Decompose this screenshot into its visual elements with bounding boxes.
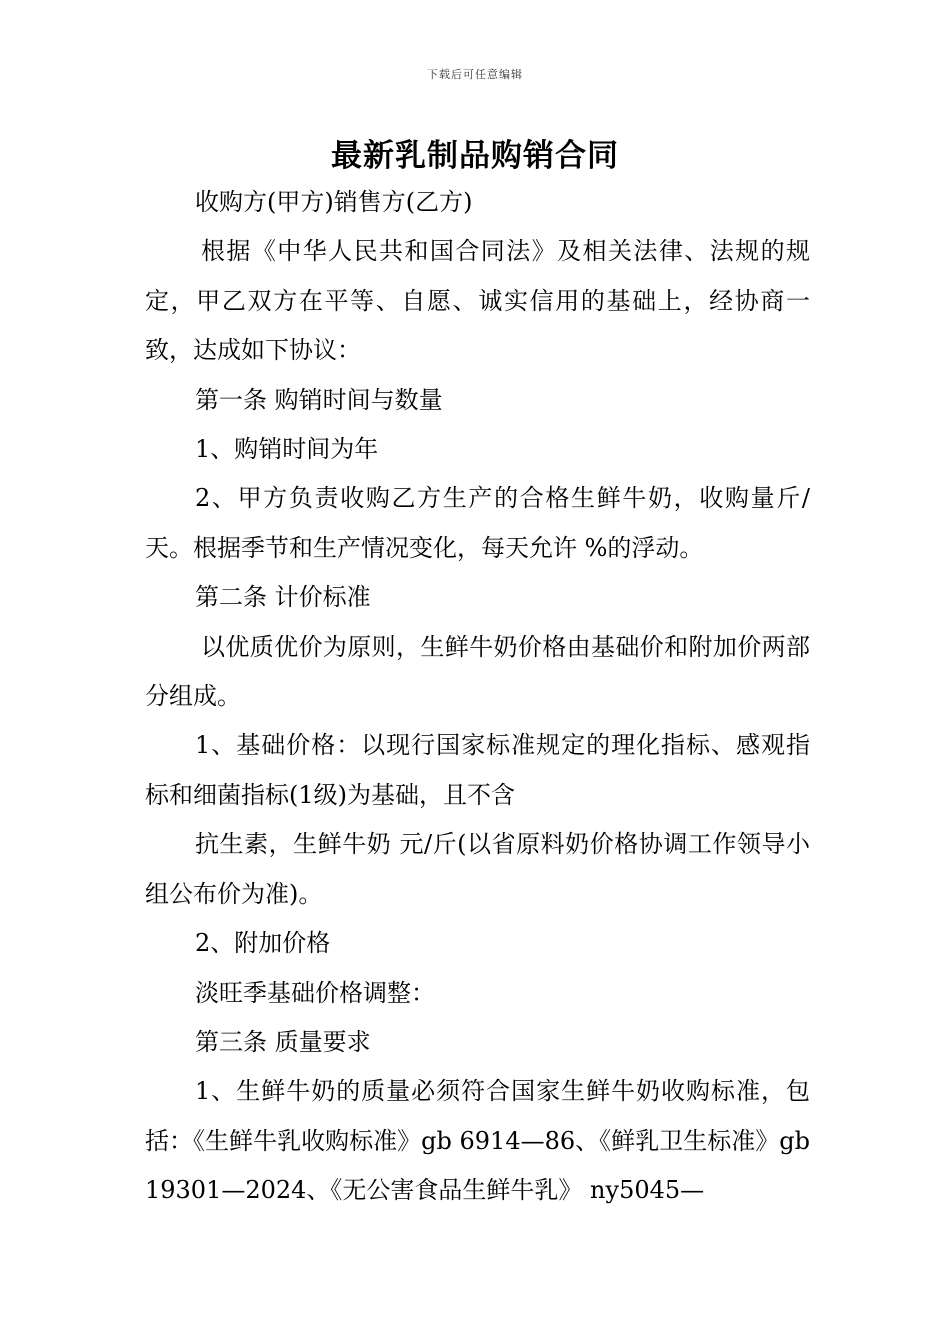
parties-line: 收购方(甲方)销售方(乙方) [195,188,473,216]
article-1-item-2: 2、甲方负责收购乙方生产的合格生鲜牛奶，收购量斤/天。根据季节和生产情况变化，每天允许 %的浮动。 [145,484,810,562]
preamble-paragraph: 根据《中华人民共和国合同法》及相关法律、法规的规定，甲乙双方在平等、自愿、诚实信用的基础上，经协商一致，达成如下协议： [145,237,810,365]
article-3-heading: 第三条 质量要求 [195,1027,371,1056]
article-1-heading: 第一条 购销时间与数量 [195,385,443,414]
article-2-item-1-continued: 抗生素，生鲜牛奶 元/斤(以省原料奶价格协调工作领导小组公布价为准)。 [145,830,810,908]
page-header-note: 下载后可任意编辑 [427,68,523,81]
article-2-heading: 第二条 计价标准 [195,583,371,612]
article-1-item-1: 1、购销时间为年 [195,435,379,464]
document-body [145,178,810,1216]
article-2-item-2: 2、附加价格 [195,929,331,958]
article-2-item-1: 1、基础价格：以现行国家标准规定的理化指标、感观指标和细菌指标(1级)为基础，且不含 [145,731,810,809]
document-title: 最新乳制品购销合同 [331,138,619,174]
article-3-item-1: 1、生鲜牛奶的质量必须符合国家生鲜牛奶收购标准，包括：《生鲜牛乳收购标准》gb 6914—86、《鲜乳卫生标准》gb 19301—2024、《无公害食品生鲜牛乳》 ny5045— [145,1077,810,1205]
article-2-principle: 以优质优价为原则，生鲜牛奶价格由基础价和附加价两部分组成。 [145,632,810,711]
seasonal-adjustment-line: 淡旺季基础价格调整： [195,978,435,1007]
